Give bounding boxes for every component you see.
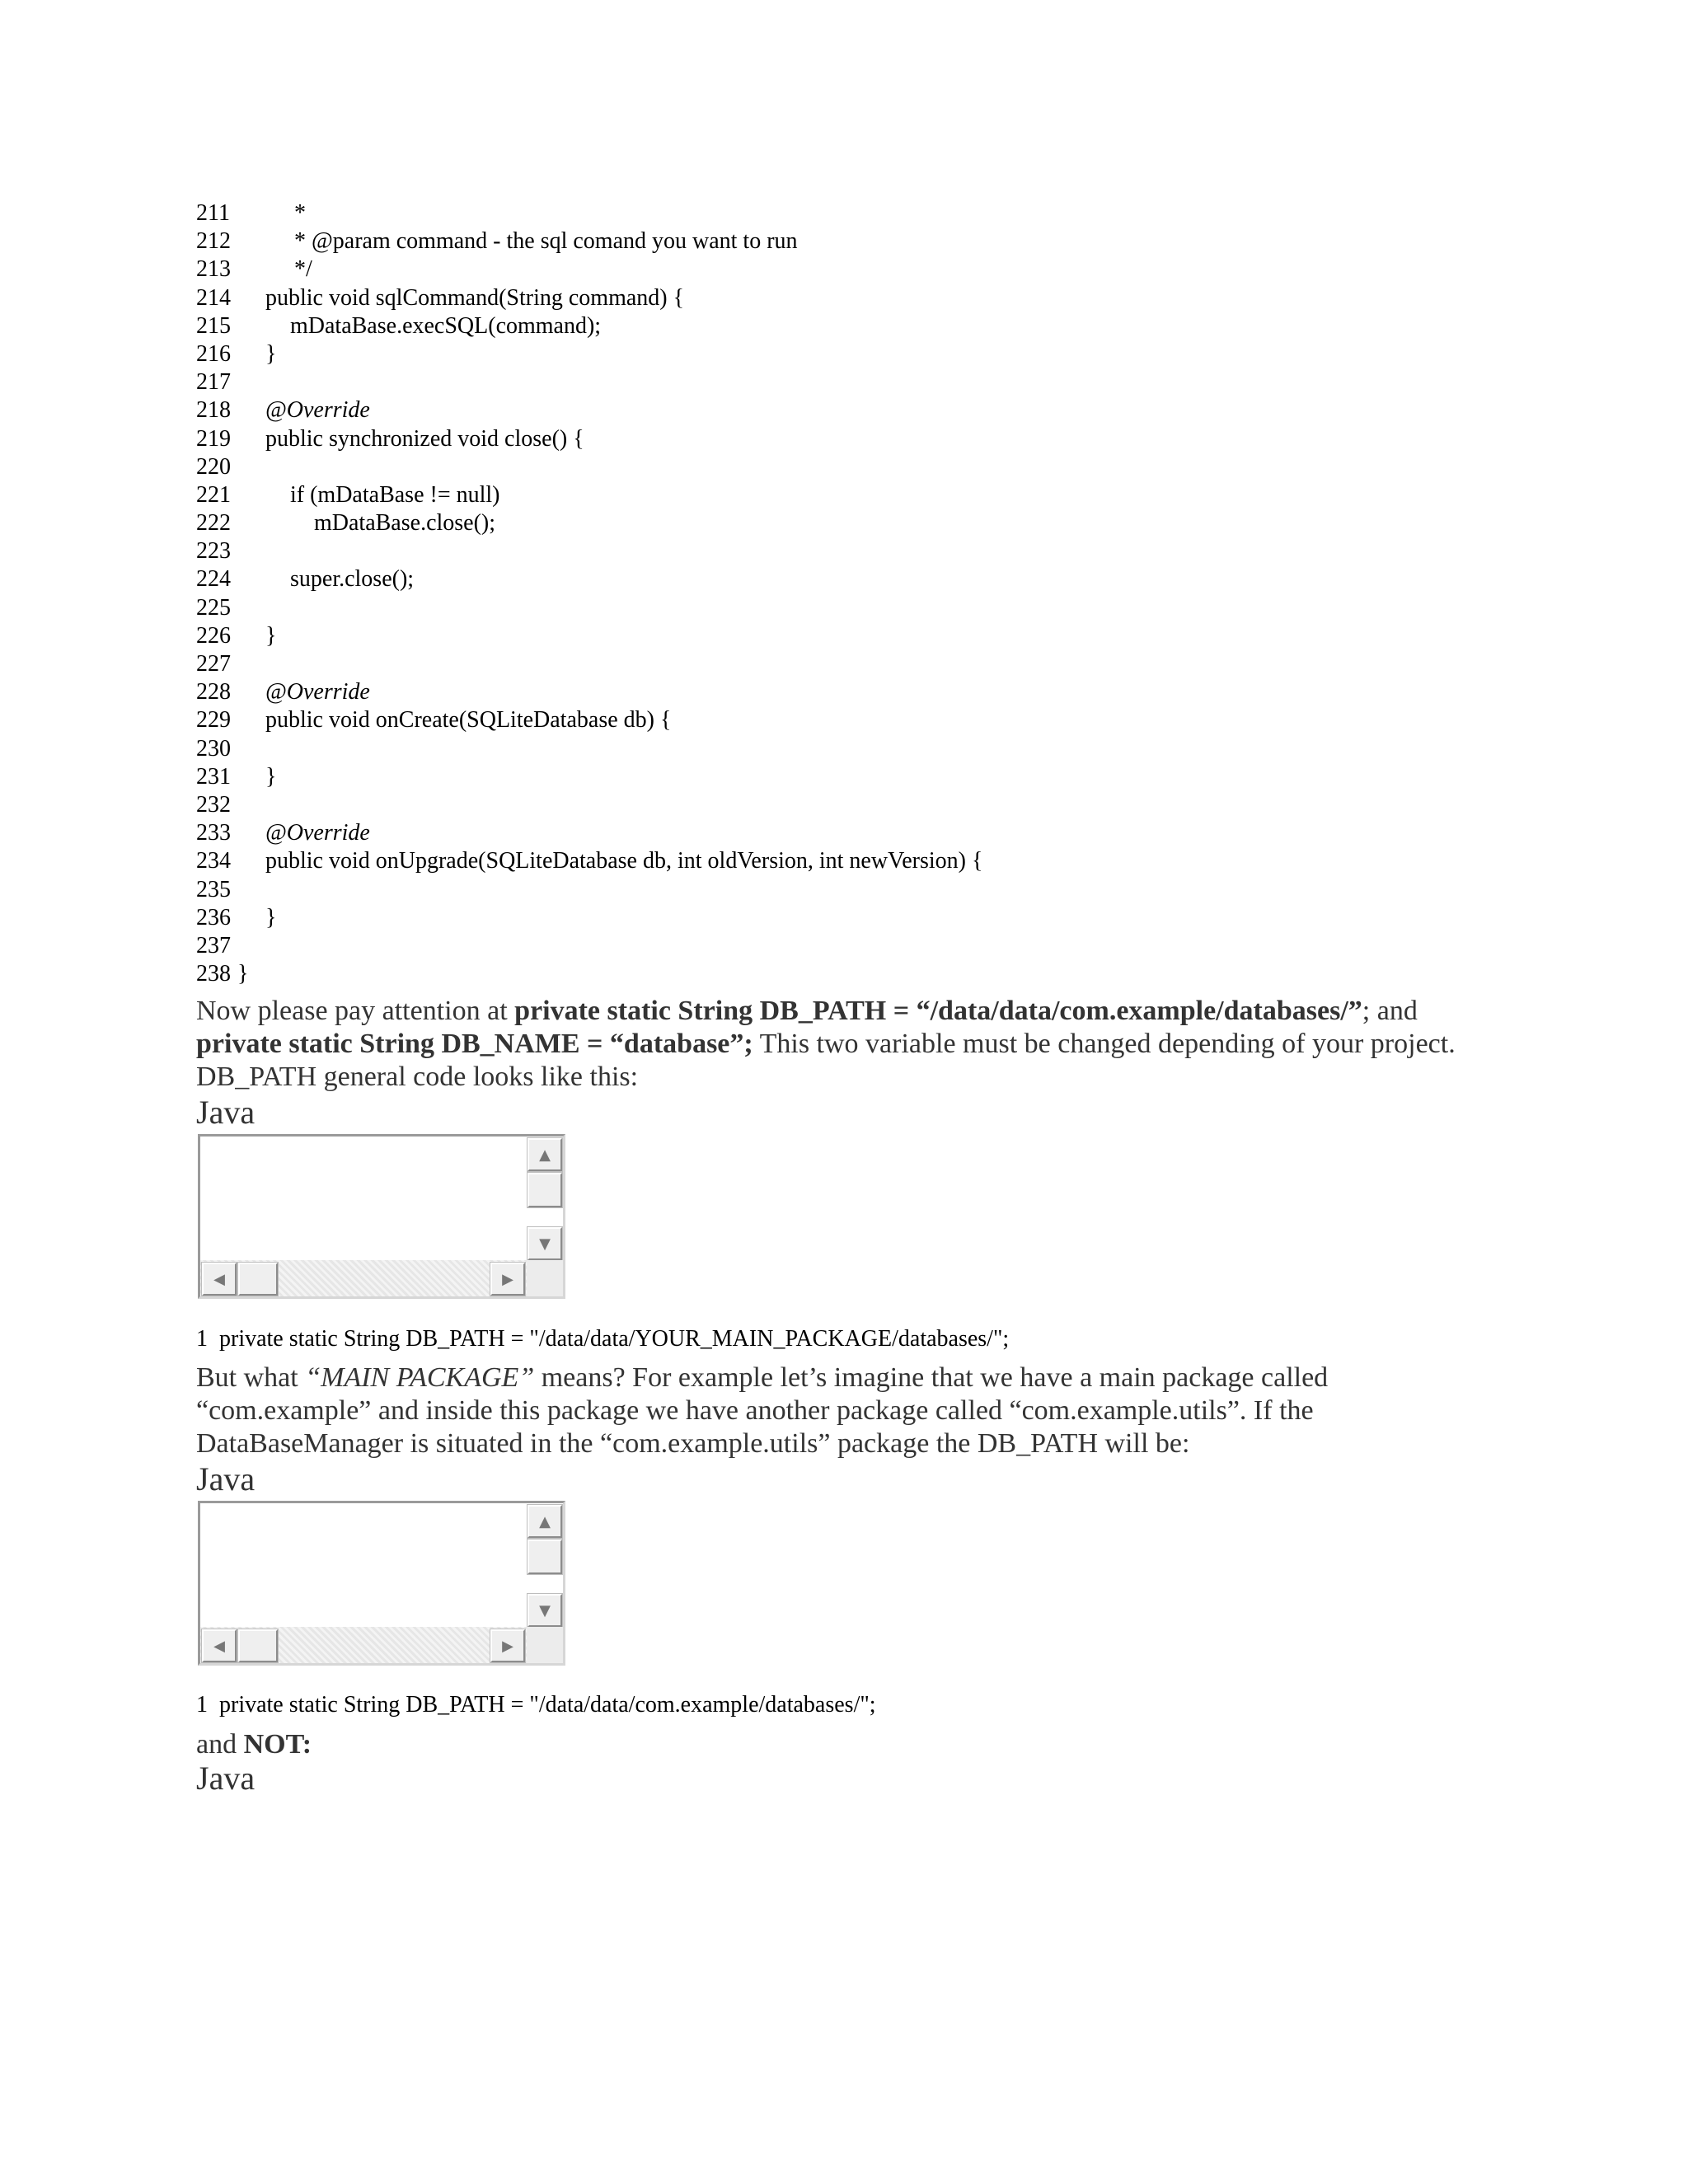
code-line [196, 537, 1432, 565]
code-text: @Override [265, 679, 370, 705]
horizontal-scrollbar[interactable] [200, 1627, 527, 1663]
code-line [196, 819, 1432, 847]
line-number: 233 [196, 820, 231, 846]
line-number: 231 [196, 763, 231, 790]
code-line [196, 199, 1432, 227]
code-line [196, 481, 1432, 509]
line-number: 237 [196, 932, 231, 958]
para2-text-1: But what [196, 1362, 306, 1393]
code-line [196, 284, 1432, 312]
code-line [196, 650, 1432, 678]
line-number: 226 [196, 622, 231, 649]
code-text: public void onUpgrade(SQLiteDatabase db, int oldVersion, int newVersion) { [265, 848, 983, 874]
scroll-right-icon[interactable]: ▶ [490, 1629, 525, 1662]
code-line [196, 565, 1432, 593]
code-text: * @param command - the sql comand you want to run [288, 228, 798, 255]
scroll-right-icon[interactable]: ▶ [490, 1263, 525, 1296]
code-embed-widget[interactable] [198, 1501, 565, 1666]
line-number: 215 [196, 312, 231, 339]
code-text: } [265, 340, 277, 367]
line-number: 230 [196, 735, 231, 762]
code-line [196, 960, 1432, 988]
line-number: 227 [196, 651, 231, 677]
line-number: 228 [196, 679, 231, 705]
para2-text-2: means? For example let’s imagine that we have a main package called “com.example” and inside this package we have another package called “com.example.utils”. If the DataBaseManager is situated in the “com.example.utils” package the DB_PATH will be: [196, 1362, 1329, 1459]
horizontal-scroll-thumb[interactable] [238, 1629, 278, 1662]
code-text: public void sqlCommand(String command) { [265, 284, 685, 311]
code-line-db-path-general: 1 private static String DB_PATH = "/data/data/YOUR_MAIN_PACKAGE/databases/"; [196, 1326, 1010, 1352]
code-text: */ [288, 256, 312, 283]
vertical-scroll-thumb[interactable] [528, 1540, 562, 1574]
code-line [196, 735, 1432, 763]
code-line [196, 904, 1432, 932]
paragraph-db-path-note [196, 995, 1498, 1094]
vertical-scroll-thumb[interactable] [528, 1173, 562, 1207]
paragraph-main-package [196, 1361, 1498, 1460]
para1-text-2: ; and [1362, 996, 1418, 1026]
code-line [196, 847, 1432, 875]
horizontal-scroll-thumb[interactable] [238, 1263, 278, 1296]
line-number: 229 [196, 707, 231, 733]
code-text: @Override [265, 820, 370, 846]
line-number: 219 [196, 425, 231, 452]
code-line [196, 312, 1432, 340]
para1-text-3: This two variable must be changed depending of your project. DB_PATH general code looks like this: [196, 1029, 1456, 1092]
code-text: } [265, 763, 277, 790]
code-text: public void onCreate(SQLiteDatabase db) { [265, 707, 672, 733]
code-text: mDataBase.close(); [314, 510, 496, 537]
line-number: 234 [196, 848, 231, 874]
code-line [196, 876, 1432, 904]
code-listing [196, 199, 1432, 988]
code-text: } [237, 961, 249, 987]
line-number: 216 [196, 340, 231, 367]
code-line [196, 425, 1432, 453]
code-text: * [288, 200, 306, 226]
paragraph-and-not [196, 1728, 1498, 1761]
line-number: 220 [196, 453, 231, 480]
code-embed-widget[interactable] [198, 1134, 565, 1299]
language-label: Java [196, 1460, 256, 1497]
line-number: 213 [196, 256, 231, 283]
code-text: mDataBase.execSQL(command); [290, 312, 602, 339]
scroll-left-icon[interactable]: ◀ [202, 1263, 237, 1296]
para1-bold-db-name: private static String DB_NAME = “database”; [196, 1029, 753, 1059]
code-line [196, 396, 1432, 424]
line-number: 232 [196, 791, 231, 818]
para3-bold-not: NOT: [243, 1729, 312, 1760]
code-line [196, 791, 1432, 819]
para2-italic-main-package: “MAIN PACKAGE” [305, 1362, 535, 1393]
line-number: 238 [196, 961, 231, 987]
code-text: } [265, 622, 277, 649]
code-line [196, 594, 1432, 622]
code-text: super.close(); [290, 566, 415, 593]
scrollbar-corner [527, 1260, 563, 1296]
scrollbar-corner [527, 1627, 563, 1663]
line-number: 214 [196, 284, 231, 311]
code-line [196, 340, 1432, 368]
scroll-down-icon[interactable]: ▼ [528, 1594, 562, 1627]
code-line [196, 932, 1432, 960]
line-number: 211 [196, 200, 230, 226]
line-number: 235 [196, 876, 231, 902]
line-number: 224 [196, 566, 231, 593]
code-text: @Override [265, 397, 370, 424]
vertical-scrollbar[interactable] [527, 1503, 563, 1630]
scroll-up-icon[interactable]: ▲ [528, 1138, 562, 1171]
code-line [196, 509, 1432, 537]
code-line [196, 255, 1432, 284]
line-number: 222 [196, 510, 231, 537]
code-line [196, 227, 1432, 255]
horizontal-scrollbar[interactable] [200, 1260, 527, 1296]
code-line [196, 368, 1432, 396]
code-text: if (mDataBase != null) [290, 481, 500, 508]
code-line [196, 763, 1432, 791]
code-line [196, 706, 1432, 734]
code-line-db-path-example: 1 private static String DB_PATH = "/data/data/com.example/databases/"; [196, 1692, 876, 1718]
line-number: 223 [196, 538, 231, 565]
scroll-left-icon[interactable]: ◀ [202, 1629, 237, 1662]
line-number: 212 [196, 228, 231, 255]
scroll-down-icon[interactable]: ▼ [528, 1227, 562, 1260]
code-text: public synchronized void close() { [265, 425, 584, 452]
language-label: Java [196, 1094, 256, 1131]
para1-text-1: Now please pay attention at [196, 996, 515, 1026]
para1-bold-db-path: private static String DB_PATH = “/data/data/com.example/databases/” [514, 996, 1362, 1026]
code-line [196, 622, 1432, 650]
line-number: 217 [196, 369, 231, 396]
para3-text-1: and [196, 1729, 244, 1760]
line-number: 221 [196, 481, 231, 508]
code-line [196, 678, 1432, 706]
vertical-scrollbar[interactable] [527, 1137, 563, 1263]
line-number: 225 [196, 594, 231, 621]
code-text: } [265, 904, 277, 930]
language-label: Java [196, 1760, 256, 1797]
scroll-up-icon[interactable]: ▲ [528, 1505, 562, 1538]
line-number: 218 [196, 397, 231, 424]
code-line [196, 453, 1432, 481]
line-number: 236 [196, 904, 231, 930]
